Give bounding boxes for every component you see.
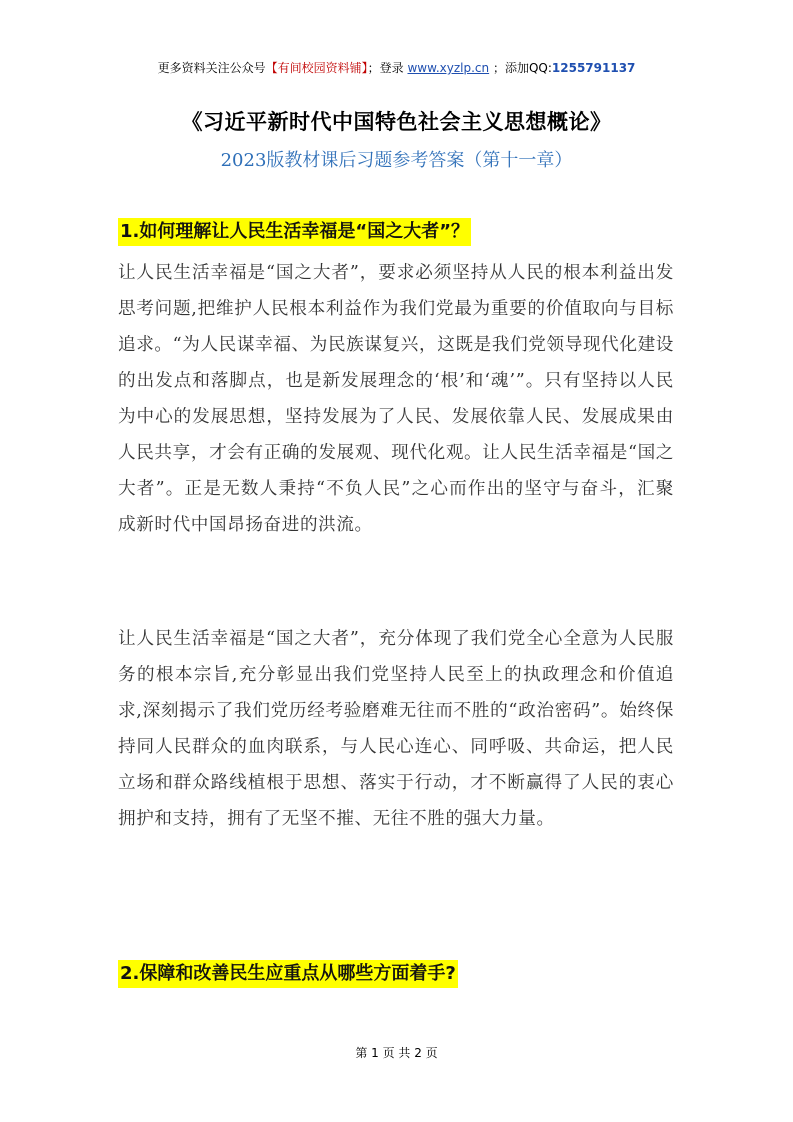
site-link[interactable]: www.xyzlp.cn (407, 61, 490, 75)
promo-header (0, 60, 793, 76)
qq-label: ；添加QQ: (492, 61, 552, 75)
answer-1-paragraph-2: 让人民生活幸福是“国之大者”，充分体现了我们党全心全意为人民服务的根本宗旨,充分彰显出我们党坚持人民至上的执政理念和价值追求,深刻揭示了我们党历经考验磨难无往而不胜的“政治密码”。始终保持同人民群众的血肉联系，与人民心连心、同呼吸、共命运，把人民立场和群众路线植根于思想、落实于行动，才不断赢得了人民的衷心拥护和支持，拥有了无坚不摧、无往不胜的强大力量。 (118, 628, 674, 829)
question-2-heading: 2.保障和改善民生应重点从哪些方面着手? (118, 960, 458, 988)
promo-prefix: 更多资料关注公众号 (157, 61, 266, 75)
answer-1-paragraph-1: 让人民生活幸福是“国之大者”，要求必须坚持从人民的根本利益出发思考问题,把维护人民根本利益作为我们党最为重要的价值取向与目标追求。“为人民谋幸福、为民族谋复兴，这既是我们党领导现代化建设的出发点和落脚点，也是新发展理念的‘根’和‘魂’”。只有坚持以人民为中心的发展思想，坚持发展为了人民、发展依靠人民、发展成果由人民共享，才会有正确的发展观、现代化观。让人民生活幸福是“国之大者”。正是无数人秉持“不负人民”之心而作出的坚守与奋斗，汇聚成新时代中国昂扬奋进的洪流。 (118, 262, 674, 535)
page-footer: 第 1 页 共 2 页 (355, 1046, 438, 1060)
document-title: 《习近平新时代中国特色社会主义思想概论》 (181, 110, 612, 134)
login-label: ；登录 (367, 61, 404, 75)
question-1-heading: 1.如何理解让人民生活幸福是“国之大者”？ (118, 218, 471, 246)
brand-name: 【有间校园资料铺】 (265, 61, 368, 75)
document-subtitle: 2023版教材课后习题参考答案（第十一章） (220, 150, 573, 171)
qq-number: 1255791137 (551, 61, 636, 75)
